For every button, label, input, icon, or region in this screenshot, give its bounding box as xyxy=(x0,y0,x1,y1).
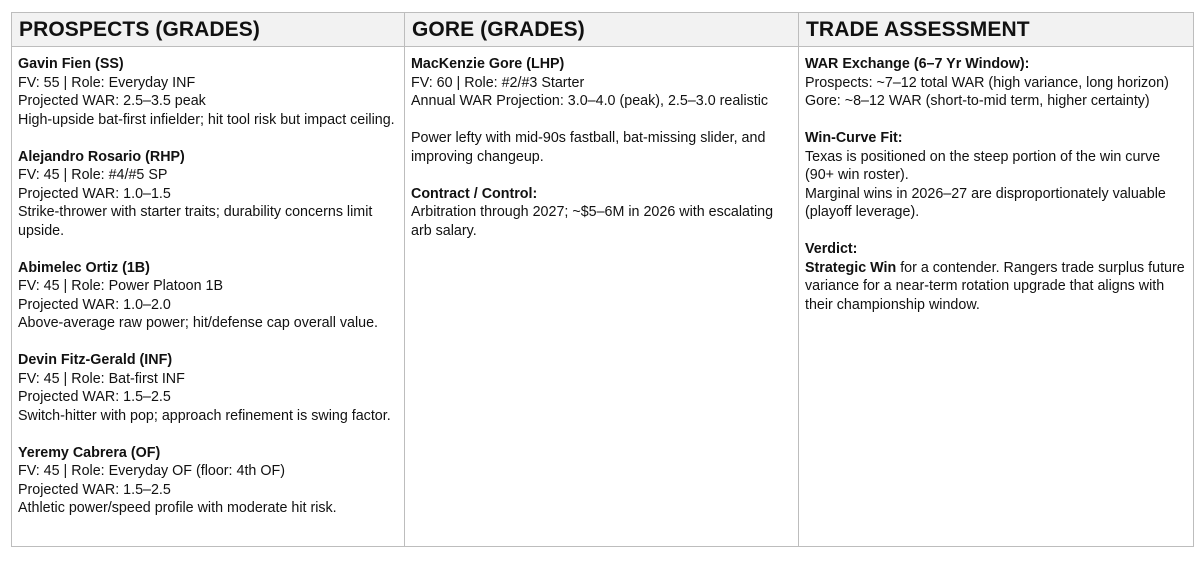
prospect-war: Projected WAR: 2.5–3.5 peak xyxy=(18,93,206,109)
prospect-fv-role: FV: 45 | Role: Everyday OF (floor: 4th OF) xyxy=(18,463,285,479)
prospect-fv-role: FV: 45 | Role: #4/#5 SP xyxy=(18,167,168,183)
prospect-entry xyxy=(18,351,398,425)
prospect-note: Switch-hitter with pop; approach refinement is swing factor. xyxy=(18,407,391,424)
win-curve-line-2: Marginal wins in 2026–27 are disproportionately valuable (playoff leverage). xyxy=(805,185,1166,220)
gore-contract-text: Arbitration through 2027; ~$5–6M in 2026 with escalating arb salary. xyxy=(411,204,774,239)
prospect-name: Yeremy Cabrera (OF) xyxy=(18,444,161,461)
prospect-name: Devin Fitz-Gerald (INF) xyxy=(18,352,173,368)
verdict-section xyxy=(805,240,1187,314)
win-curve-title: Win-Curve Fit: xyxy=(805,130,903,146)
prospect-note: Athletic power/speed profile with moderate hit risk. xyxy=(18,500,337,516)
prospect-name: Alejandro Rosario (RHP) xyxy=(18,148,185,165)
prospect-war: Projected WAR: 1.5–2.5 xyxy=(18,389,171,405)
gore-contract-title: Contract / Control: xyxy=(411,185,538,202)
verdict-strategic-win: Strategic Win xyxy=(805,259,897,276)
prospect-fv-role: FV: 45 | Role: Bat-first INF xyxy=(18,370,185,387)
header-row xyxy=(12,13,1194,47)
prospect-name: Gavin Fien (SS) xyxy=(18,56,124,72)
war-exchange-gore: Gore: ~8–12 WAR (short-to-mid term, higher certainty) xyxy=(805,93,1150,109)
prospects-cell xyxy=(12,47,405,547)
gore-name: MacKenzie Gore (LHP) xyxy=(411,56,565,72)
prospect-fv-role: FV: 55 | Role: Everyday INF xyxy=(18,74,196,91)
prospect-note: Above-average raw power; hit/defense cap overall value. xyxy=(18,315,379,331)
verdict-text xyxy=(805,259,1187,315)
prospect-note: Strike-thrower with starter traits; durability concerns limit upside. xyxy=(18,204,373,239)
gore-war: Annual WAR Projection: 3.0–4.0 (peak), 2.5–3.0 realistic xyxy=(411,93,769,109)
prospect-name: Abimelec Ortiz (1B) xyxy=(18,259,150,276)
gore-scouting-text: Power lefty with mid-90s fastball, bat-missing slider, and improving changeup. xyxy=(411,130,766,165)
prospect-note: High-upside bat-first infielder; hit tool risk but impact ceiling. xyxy=(18,111,395,128)
gore-fv-role: FV: 60 | Role: #2/#3 Starter xyxy=(411,74,585,91)
assessment-cell xyxy=(799,47,1194,547)
verdict-body: for a contender. Rangers trade surplus future variance for a near-term rotation upgrade that aligns with their championship window. xyxy=(805,259,1185,313)
war-exchange-title: WAR Exchange (6–7 Yr Window): xyxy=(805,56,1030,72)
header-prospects: PROSPECTS (GRADES) xyxy=(12,13,405,47)
war-exchange-prospects: Prospects: ~7–12 total WAR (high variance, long horizon) xyxy=(805,74,1169,91)
header-gore: GORE (GRADES) xyxy=(405,13,799,47)
win-curve-line-1: Texas is positioned on the steep portion of the win curve (90+ win roster). xyxy=(805,148,1161,183)
gore-profile xyxy=(411,55,792,111)
prospect-entry xyxy=(18,259,398,333)
content-row xyxy=(12,47,1194,547)
prospect-war: Projected WAR: 1.0–2.0 xyxy=(18,296,171,313)
win-curve-section xyxy=(805,129,1187,222)
header-trade-assessment: TRADE ASSESSMENT xyxy=(799,13,1194,47)
gore-contract xyxy=(411,185,792,241)
prospect-entry xyxy=(18,148,398,241)
war-exchange-section xyxy=(805,55,1187,111)
trade-grades-table xyxy=(11,12,1194,547)
prospect-war: Projected WAR: 1.0–1.5 xyxy=(18,185,171,202)
gore-scouting xyxy=(411,129,792,166)
prospect-fv-role: FV: 45 | Role: Power Platoon 1B xyxy=(18,278,224,294)
prospect-entry xyxy=(18,55,398,129)
prospect-entry xyxy=(18,444,398,518)
gore-cell xyxy=(405,47,799,547)
prospect-war: Projected WAR: 1.5–2.5 xyxy=(18,481,171,498)
verdict-title: Verdict: xyxy=(805,241,858,257)
